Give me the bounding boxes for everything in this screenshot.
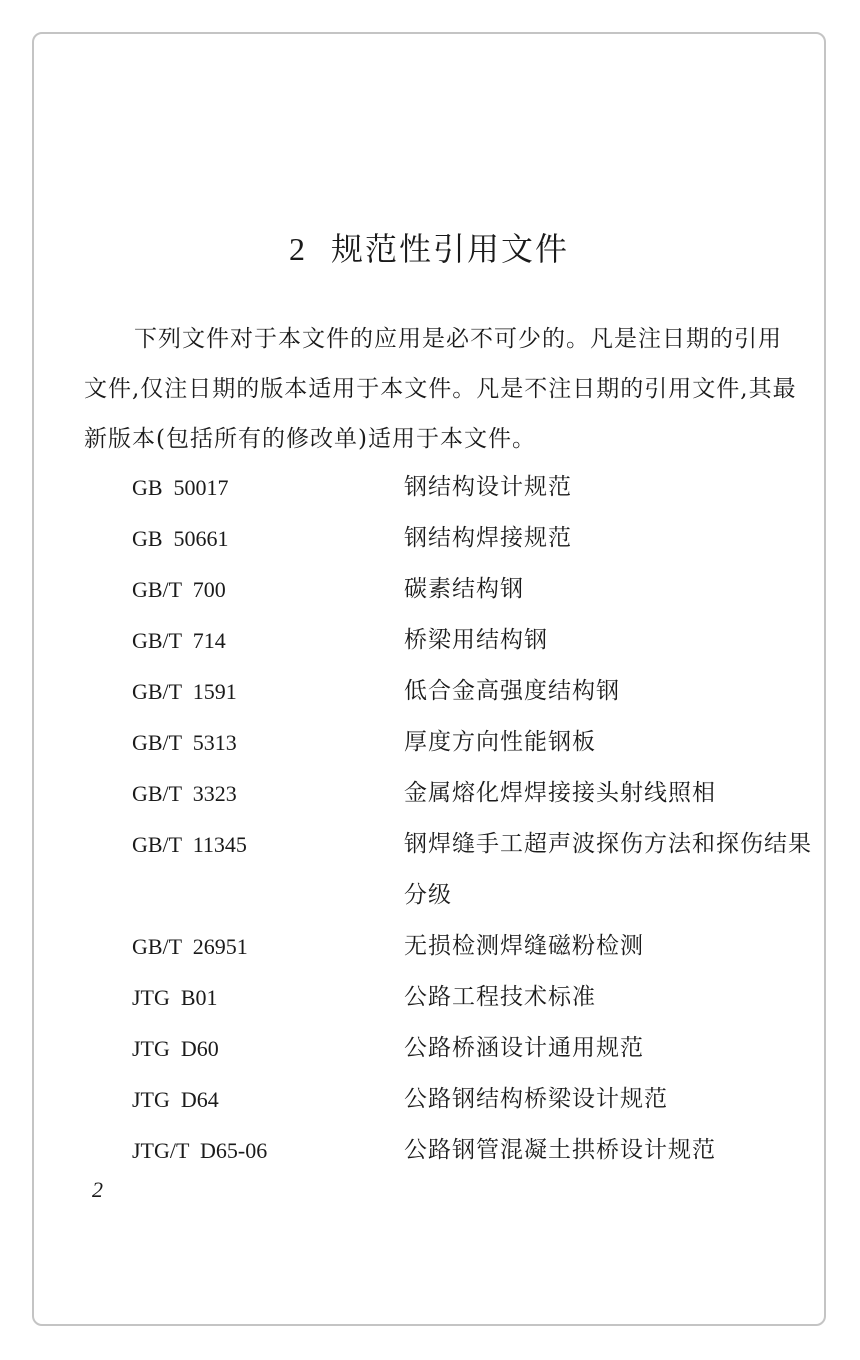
reference-code: JTG B01	[132, 985, 218, 1010]
page-number: 2	[92, 1177, 103, 1202]
reference-item	[132, 462, 812, 513]
reference-item	[132, 564, 812, 615]
reference-item	[132, 513, 812, 564]
reference-title: 碳素结构钢	[404, 576, 524, 602]
reference-code: JTG D60	[132, 1036, 219, 1061]
section-title: 规范性引用文件	[330, 230, 569, 268]
document-page	[32, 32, 826, 1326]
intro-paragraph: 下列文件对于本文件的应用是必不可少的。凡是注日期的引用文件,仅注日期的版本适用于本文件。凡是不注日期的引用文件,其最新版本(包括所有的修改单)适用于本文件。	[84, 326, 797, 452]
reference-list	[132, 462, 812, 1176]
reference-code: GB/T 1591	[132, 679, 237, 704]
reference-item	[132, 1125, 812, 1176]
reference-code: JTG D64	[132, 1087, 219, 1112]
section-heading	[34, 224, 824, 270]
reference-item	[132, 615, 812, 666]
reference-code: GB/T 26951	[132, 934, 248, 959]
reference-item	[132, 921, 812, 972]
reference-code: GB/T 11345	[132, 832, 247, 857]
reference-code: GB/T 700	[132, 577, 226, 602]
reference-title: 公路钢结构桥梁设计规范	[404, 1086, 668, 1112]
reference-title: 公路工程技术标准	[404, 984, 596, 1010]
reference-title: 公路钢管混凝土拱桥设计规范	[404, 1137, 716, 1163]
reference-item	[132, 717, 812, 768]
reference-title: 钢焊缝手工超声波探伤方法和探伤结果分级	[404, 831, 812, 908]
reference-item	[132, 972, 812, 1023]
reference-item	[132, 1074, 812, 1125]
reference-code: GB/T 3323	[132, 781, 237, 806]
reference-title: 低合金高强度结构钢	[404, 678, 620, 704]
reference-code: GB/T 714	[132, 628, 226, 653]
reference-title: 钢结构焊接规范	[404, 525, 572, 551]
reference-item	[132, 768, 812, 819]
reference-item	[132, 1023, 812, 1074]
reference-title: 公路桥涵设计通用规范	[404, 1035, 644, 1061]
reference-code: GB 50661	[132, 526, 229, 551]
reference-title: 桥梁用结构钢	[404, 627, 548, 653]
reference-code: GB 50017	[132, 475, 229, 500]
reference-item	[132, 666, 812, 717]
reference-title: 钢结构设计规范	[404, 474, 572, 500]
reference-item	[132, 819, 812, 921]
section-number: 2	[288, 231, 307, 267]
reference-title: 金属熔化焊焊接接头射线照相	[404, 780, 716, 806]
reference-code: JTG/T D65-06	[132, 1138, 268, 1163]
reference-code: GB/T 5313	[132, 730, 237, 755]
reference-title: 无损检测焊缝磁粉检测	[404, 933, 644, 959]
reference-title: 厚度方向性能钢板	[404, 729, 596, 755]
